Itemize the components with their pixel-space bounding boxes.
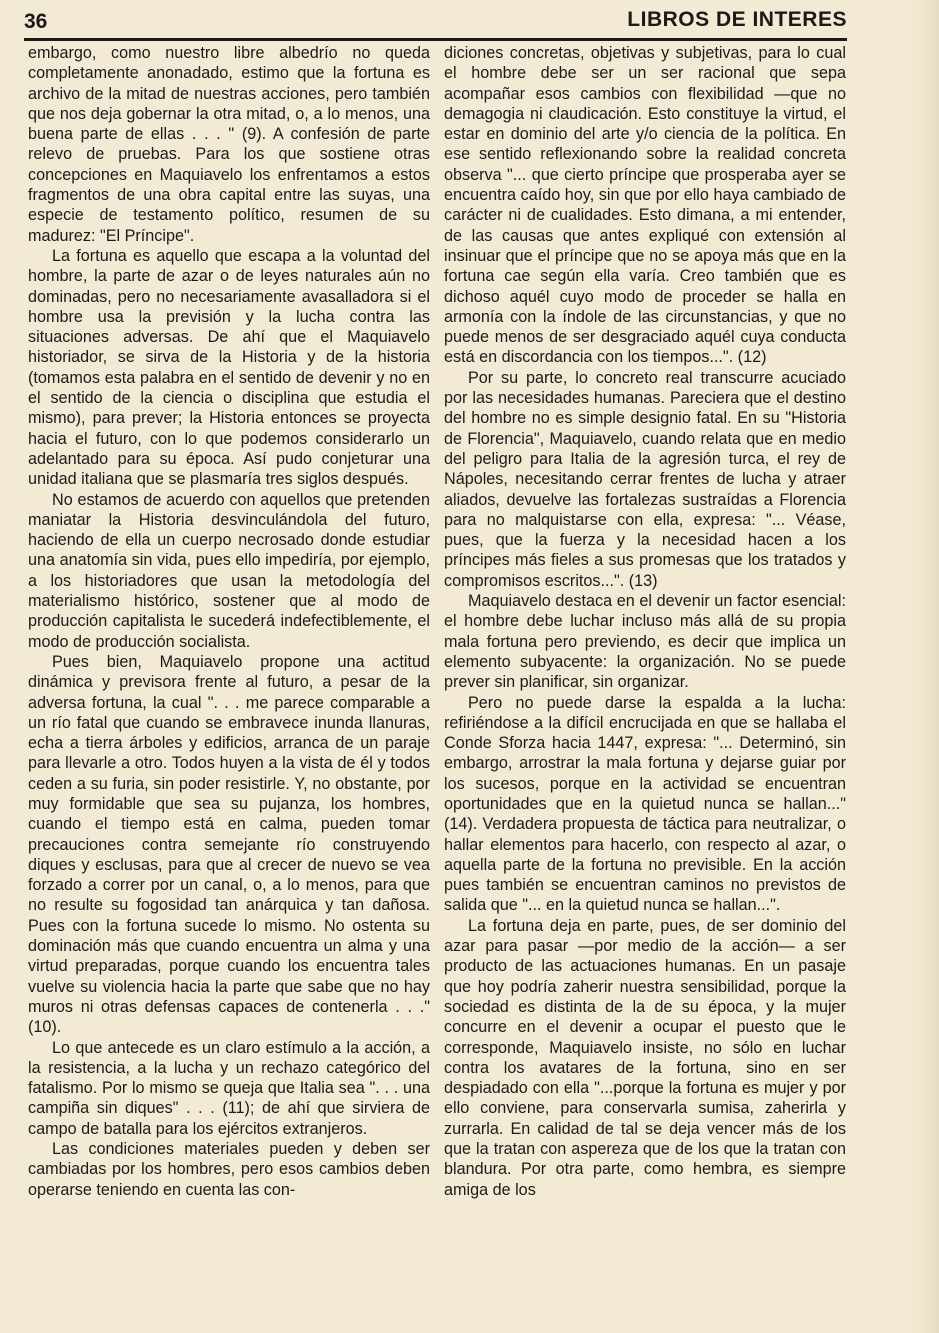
- paragraph: Las condiciones materiales pueden y deben ser cambiadas por los hombres, pero esos cambios deben operarse teniendo en cuenta las con-: [28, 1140, 430, 1199]
- paragraph: Maquiavelo destaca en el devenir un factor esencial: el hombre debe luchar incluso más allá de su propia mala fortuna pero previendo, es decir que implica un elemento subyacente: la organización. No se puede prever sin planificar, sin organizar.: [444, 592, 846, 692]
- page-header: [24, 8, 847, 40]
- page-number: 36: [24, 10, 48, 33]
- article-body: [28, 43, 846, 1298]
- right-column: [444, 43, 846, 1298]
- paragraph: La fortuna es aquello que escapa a la voluntad del hombre, la parte de azar o de leyes naturales aún no dominadas, pero no necesariamente avasalladora si el hombre usa la previsión y la lucha contra las situaciones adversas. De ahí que el Maquiavelo historiador, se sirva de la Historia y de la historia (tomamos esta palabra en el sentido de devenir y no en el sentido de la ciencia o disciplina que estudia el mismo), para prever; la Historia entonces se proyecta hacia el futuro, con lo que podemos considerarlo un adelantado para su época. Así pudo conjeturar una unidad italiana que se plasmaría tres siglos después.: [28, 246, 430, 489]
- header-rule: [24, 38, 847, 41]
- paragraph: Pues bien, Maquiavelo propone una actitud dinámica y previsora frente al futuro, a pesar de la adversa fortuna, la cual ". . . me parece comparable a un río fatal que cuando se embravece inunda llanuras, echa a tierra árboles y edificios, arranca de un paraje para llevarle a otro. Todos huyen a la vista de él y todos ceden a su furia, sin poder resistirle. Y, no obstante, por muy formidable que sea su pujanza, los hombres, cuando el tiempo está en calma, pueden tomar precauciones contra semejante río construyendo diques y esclusas, para que al crecer de nuevo se vea forzado a correr por un canal, o, a lo menos, para que no resulte su fogosidad tan anárquica y tan dañosa. Pues con la fortuna sucede lo mismo. No ostenta su dominación más que cuando encuentra un alma y una virtud preparadas, porque cuando los encuentra tales vuelve su violencia hacia la parte que sabe que no hay muros ni otras defensas capaces de contenerla . . ." (10).: [28, 652, 430, 1037]
- paragraph: embargo, como nuestro libre albedrío no queda completamente anonadado, estimo que la fortuna es archivo de la mitad de nuestras acciones, pero también que nos deja gobernar la otra mitad, o, a lo menos, una buena parte de ellas . . . " (9). A confesión de parte relevo de pruebas. Para los que sostiene otras concepciones en Maquiavelo los enfrentamos a estos fragmentos de una obra capital entre las suyas, una especie de testamento político, resumen de su madurez: "El Príncipe".: [28, 44, 430, 245]
- paragraph: No estamos de acuerdo con aquellos que pretenden maniatar la Historia desvinculándola del futuro, haciendo de ella un cuerpo necrosado donde estudiar una anatomía sin vida, pues ello impediría, por ejemplo, a los historiadores que usan la metodología del materialismo histórico, sostener que al modo de producción capitalista le sucederá indefectiblemente, el modo de producción socialista.: [28, 490, 430, 651]
- left-column: [28, 43, 430, 1298]
- paragraph: Lo que antecede es un claro estímulo a la acción, a la resistencia, a la lucha y un rechazo categórico del fatalismo. Por lo mismo se queja que Italia sea ". . . una campiña sin diques" . . . (11); de ahí que sirviera de campo de batalla para los ejércitos extranjeros.: [28, 1038, 430, 1138]
- paragraph: Por su parte, lo concreto real transcurre acuciado por las necesidades humanas. Pareciera que el destino del hombre no es simple designio fatal. En su "Historia de Florencia", Maquiavelo, cuando relata que en medio del peligro para Italia de la agresión turca, el rey de Nápoles, necesitando cerrar frentes de lucha y atraer aliados, devuelve las fortalezas sustraídas a Florencia para no malquistarse con ella, expresa: "... Véase, pues, que la fuerza y la necesidad hacen a los príncipes más fieles a sus promesas que los tratados y compromisos escritos...". (13): [444, 368, 846, 590]
- page-edge: [901, 0, 939, 1333]
- paragraph: La fortuna deja en parte, pues, de ser dominio del azar para pasar —por medio de la acción— a ser producto de las actuaciones humanas. En un pasaje que hoy podría zaherir nuestra sensibilidad, porque la sociedad es distinta de la de su época, y la mujer concurre en el devenir a ocupar el puesto que le corresponde, Maquiavelo insiste, no sólo en luchar contra los avatares de la fortuna, sino en ser despiadado con ella "...porque la fortuna es mujer y por ello conviene, para conservarla sumisa, zaherirla y zurrarla. En calidad de tal se deja vencer más de los que la tratan con aspereza que de los que la tratan con blandura. Por otra parte, como hembra, es siempre amiga de los: [444, 916, 846, 1199]
- paragraph: diciones concretas, objetivas y subjetivas, para lo cual el hombre debe ser un ser racional que sepa acompañar esos cambios con flexibilidad —que no demagogia ni claudicación. Esto constituye la virtud, el estar en dominio del arte y/o ciencia de la política. En ese sentido reflexionando sobre la realidad concreta observa "... que cierto príncipe que prosperaba ayer se encuentra caído hoy, sin que por ello haya cambiado de carácter ni de cualidades. Esto dimana, a mi entender, de las causas que antes expliqué con extensión al insinuar que el príncipe que no se apoya más que en la fortuna cae según ella varía. Creo también que es dichoso aquél cuyo modo de proceder se halla en armonía con la índole de las circunstancias, y que no puede menos de ser desgraciado aquél cuya conducta está en discordancia con los tiempos...". (12): [444, 44, 846, 367]
- section-title: LIBROS DE INTERES: [627, 8, 847, 31]
- paragraph: Pero no puede darse la espalda a la lucha: refiriéndose a la difícil encrucijada en que se hallaba el Conde Sforza hacia 1447, expresa: "... Determinó, sin embargo, arrostrar la mala fortuna y dejarse guiar por los sucesos, porque en la actividad se encuentran oportunidades que en la quietud nunca se hallan..." (14). Verdadera propuesta de táctica para neutralizar, o hallar elementos para hacerlo, con respecto al azar, o aquella parte de la fortuna no previsible. En la acción pues también se encuentran caminos no previstos de salida que "... en la quietud nunca se hallan...".: [444, 693, 846, 915]
